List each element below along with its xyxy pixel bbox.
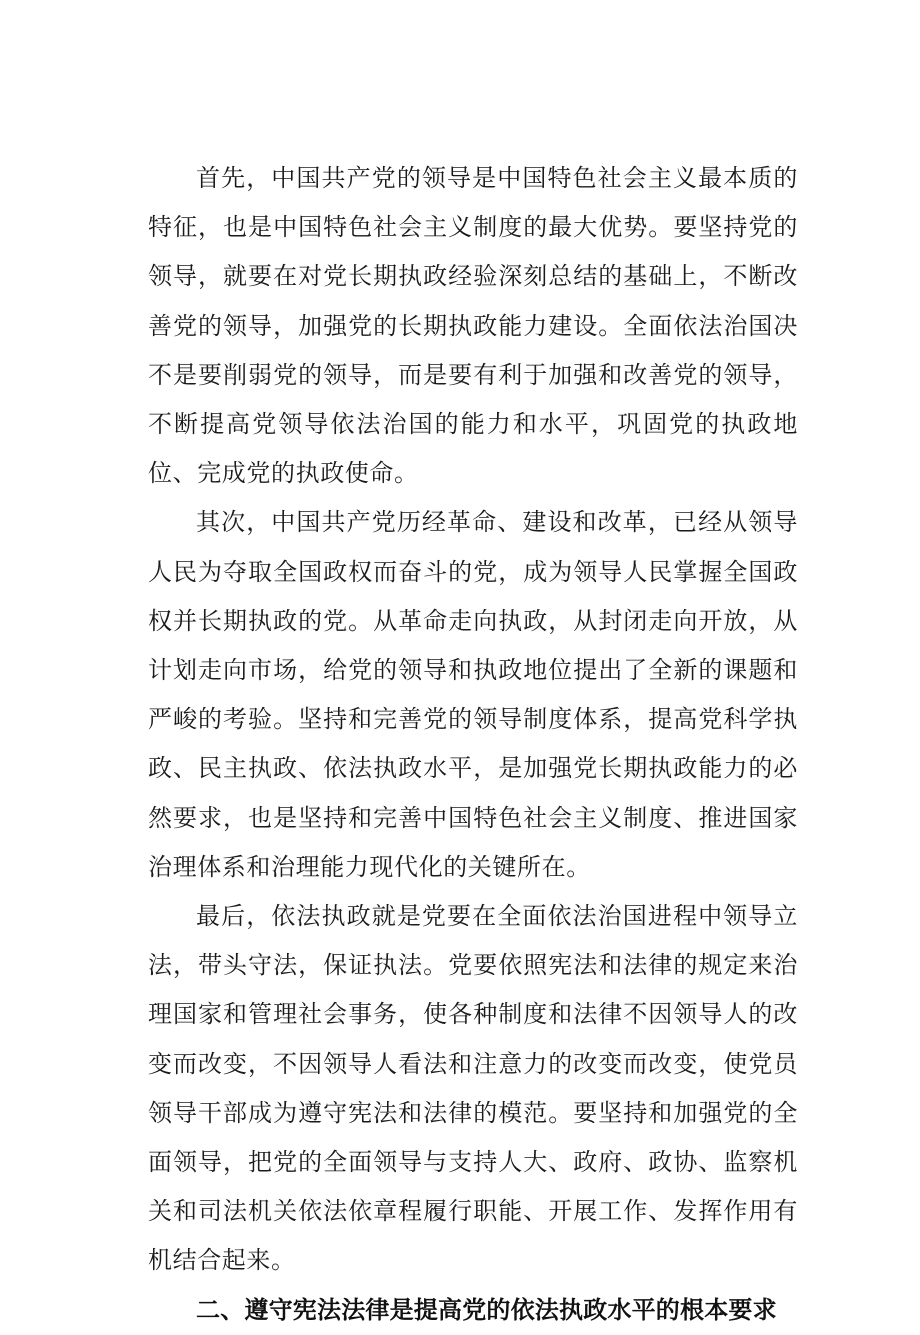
paragraph-second: 其次，中国共产党历经革命、建设和改革，已经从领导人民为夺取全国政权而奋斗的党，成为领导人民掌握全国政权并长期执政的党。从革命走向执政，从封闭走向开放，从计划走向市场，给党的领导和执政地位提出了全新的课题和严峻的考验。坚持和完善党的领导制度体系，提高党科学执政、民主执政、依法执政水平，是加强党长期执政能力的必然要求，也是坚持和完善中国特色社会主义制度、推进国家治理体系和治理能力现代化的关键所在。 <box>148 508 798 881</box>
paragraph-last: 最后，依法执政就是党要在全面依法治国进程中领导立法，带头守法，保证执法。党要依照宪法和法律的规定来治理国家和管理社会事务，使各种制度和法律不因领导人的改变而改变，不因领导人看法和注意力的改变而改变，使党员领导干部成为遵守宪法和法律的模范。要坚持和加强党的全面领导，把党的全面领导与支持人大、政府、政协、监察机关和司法机关依法依章程履行职能、开展工作、发挥作用有机结合起来。 <box>148 902 798 1275</box>
document-body <box>148 154 798 1335</box>
paragraph-first: 首先，中国共产党的领导是中国特色社会主义最本质的特征，也是中国特色社会主义制度的最大优势。要坚持党的领导，就要在对党长期执政经验深刻总结的基础上，不断改善党的领导，加强党的长期执政能力建设。全面依法治国决不是要削弱党的领导，而是要有利于加强和改善党的领导，不断提高党领导依法治国的能力和水平，巩固党的执政地位、完成党的执政使命。 <box>148 164 798 488</box>
section-heading: 二、遵守宪法法律是提高党的依法执政水平的根本要求 <box>196 1295 777 1324</box>
